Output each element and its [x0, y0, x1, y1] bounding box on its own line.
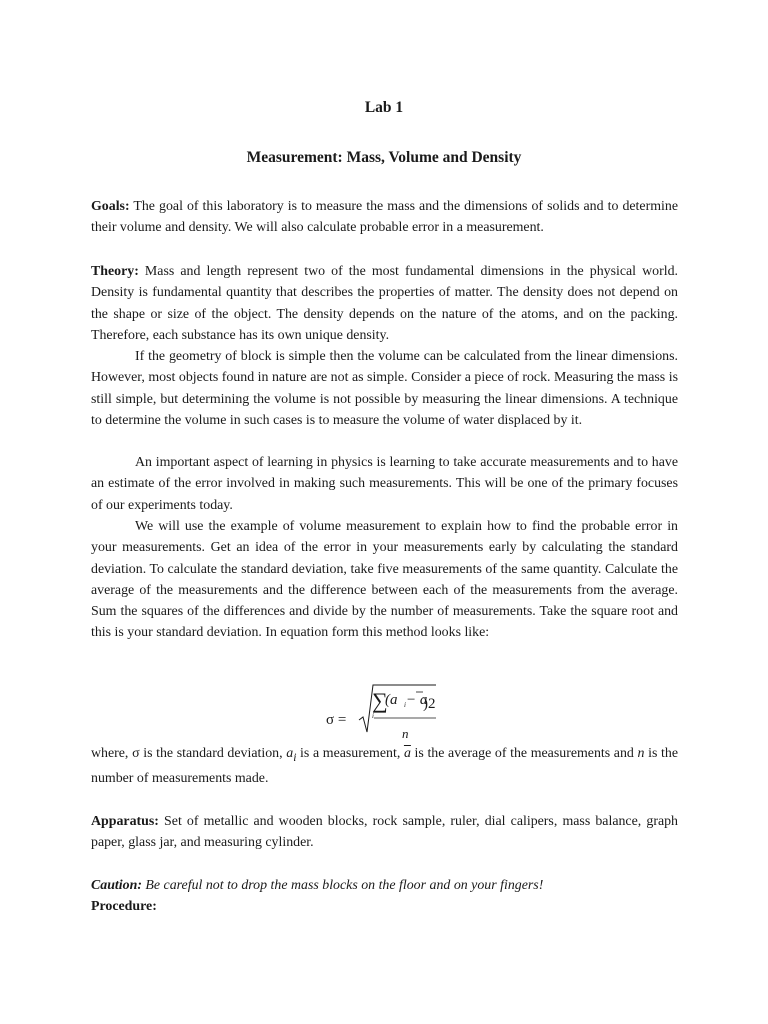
document-title: Measurement: Mass, Volume and Density: [246, 149, 522, 166]
formula-sigma-lhs: σ =: [326, 712, 347, 728]
caution-text: Be careful not to drop the mass blocks on the floor and on your fingers!: [141, 878, 544, 893]
goals-label: Goals:: [91, 199, 130, 214]
formula-numerator: (a: [385, 692, 398, 708]
where-text-2: is the standard deviation,: [139, 746, 287, 761]
apparatus-label: Apparatus:: [91, 814, 159, 829]
theory-label: Theory:: [91, 264, 139, 279]
where-paragraph: [91, 743, 678, 789]
formula-numerator-index: i: [404, 701, 406, 709]
lab-title: Lab 1: [364, 99, 404, 116]
apparatus-paragraph: [91, 811, 678, 854]
formula-close-square: )2: [423, 696, 436, 712]
apparatus-text: Set of metallic and wooden blocks, rock sample, ruler, dial calipers, mass balance, graph paper, glass jar, and measuring cylinder.: [91, 814, 678, 851]
goals-paragraph: [91, 196, 678, 239]
theory-paragraph-1: [91, 261, 678, 346]
where-a-subscript: i: [293, 750, 297, 764]
formula-sum-index: i: [372, 712, 374, 720]
where-sigma: σ: [132, 746, 140, 761]
where-abar: $\overline{a}$: [403, 746, 411, 761]
theory-paragraph-4: We will use the example of volume measurement to explain how to find the probable error in your measurements. Get an idea of the error in your measurements early by calculating the standard deviation. To calculate the standard deviation, take five measurements of the same quantity. Calculate the average of the measurements and the difference between each of the measurements from the average. Sum the squares of the differences and divide by the number of measurements. Take the square root and this is your standard deviation. In equation form this method looks like:: [91, 519, 678, 641]
where-text-4: is the average of the measurements and: [410, 746, 638, 761]
formula-sum-symbol: ∑: [372, 688, 388, 713]
standard-deviation-formula: [326, 680, 446, 740]
caution-label: Caution:: [91, 878, 142, 893]
goals-text: The goal of this laboratory is to measure the mass and the dimensions of solids and to determine their volume and density. We will also calculate probable error in a measurement.: [91, 199, 678, 236]
theory-paragraph-3: An important aspect of learning in physics is learning to take accurate measurements and to have an estimate of the error involved in making such measurements. This will be one of the primary focuses of our experiments today.: [91, 455, 678, 513]
formula-denominator: n: [402, 726, 409, 741]
where-text-1: where,: [91, 746, 133, 761]
where-text-5: is the number of measurements made.: [91, 746, 678, 787]
theory-text-1: Mass and length represent two of the most fundamental dimensions in the physical world. Density is fundamental quantity that describes the properties of matter. The density does not depend on the shape or size of the object. The density depends on the nature of the atoms, and on the packing. Therefore, each substance has its own unique density.: [91, 264, 678, 343]
where-a: a: [286, 746, 294, 761]
procedure-label: Procedure:: [91, 899, 157, 914]
formula-minus-abar: − a: [406, 692, 428, 708]
procedure-heading: [91, 896, 678, 917]
caution-paragraph: [91, 875, 678, 896]
theory-paragraph-2: If the geometry of block is simple then the volume can be calculated from the linear dimensions. However, most objects found in nature are not as simple. Consider a piece of rock. Measuring the mass is still simple, but determining the volume is not possible by measuring the linear dimensions. A technique to determine the volume in such cases is to measure the volume of water displaced by it.: [91, 349, 678, 428]
where-n: n: [637, 746, 645, 761]
where-text-3: is a measurement,: [296, 746, 404, 761]
